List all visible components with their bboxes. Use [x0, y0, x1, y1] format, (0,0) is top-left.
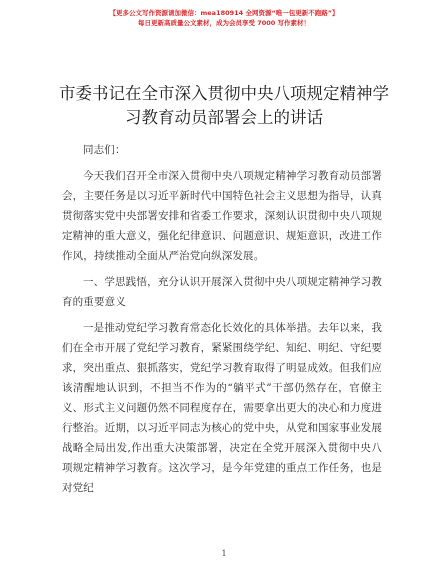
- paragraph-section-1-point-1: 一是推动党纪学习教育常态化长效化的具体举措。去年以来，我们在全市开展了党纪学习教育，紧紧围绕学纪、知纪、明纪、守纪要求，突出重点、狠抓落实，党纪学习教育取得了明显成效。但我们应该清醒地认识到，不担当不作为的“躺平式”干部仍然存在，官僚主义、形式主义问题仍然不同程度存在，需要拿出更大的决心和力度进行整治。近期，以习近平同志为核心的党中央，从党和国家事业发展战略全局出发,作出重大决策部署，决定在全党开展深入贯彻中央八项规定精神学习教育。这次学习，是今年党建的重点工作任务，也是对党纪: [62, 322, 382, 494]
- promo-banner: [0, 8, 448, 28]
- document-body: [62, 140, 382, 504]
- salutation: 同志们：: [83, 144, 126, 156]
- promo-banner-line-2: 每日更新高质量公文素材，成为会员享受 7000 写作素材！: [137, 19, 311, 27]
- page-number: 1: [221, 549, 227, 558]
- section-heading-1: 一、学思践悟，充分认识开展深入贯彻中央八项规定精神学习教育的重要意义: [62, 276, 382, 308]
- promo-banner-line-1: 【更多公文写作资源请加微信：mea180914 全网资源“唯一包更新不跑路”】: [109, 9, 339, 17]
- paragraph-intro: 今天我们召开全市深入贯彻中央八项规定精神学习教育动员部署会，主要任务是以习近平新时代中国特色社会主义思想为指导，认真贯彻落实党中央部署安排和省委工作要求，深刻认识贯彻中央八项规定精神的重大意义，强化纪律意识、问题意识、规矩意识，改进工作作风，持续推动全面从严治党向纵深发展。: [62, 170, 382, 262]
- document-title: 市委书记在全市深入贯彻中央八项规定精神学习教育动员部署会上的讲话: [59, 84, 389, 127]
